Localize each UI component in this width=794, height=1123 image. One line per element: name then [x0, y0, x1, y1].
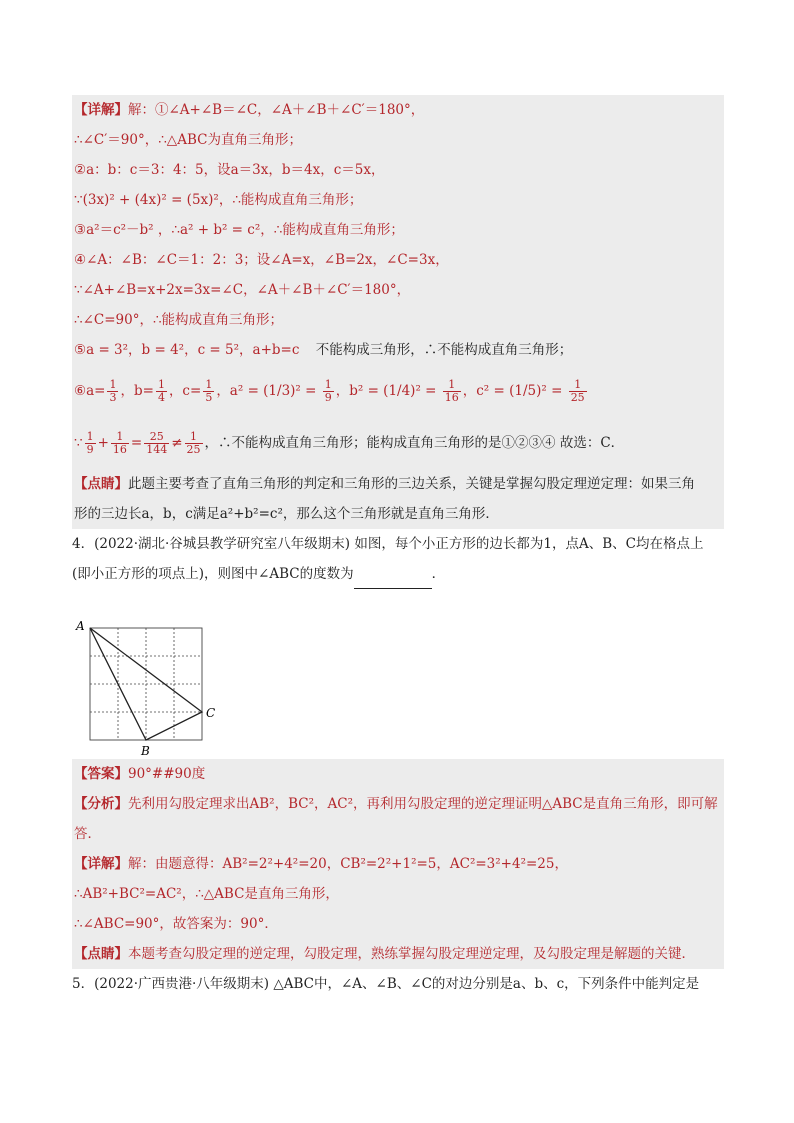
- fraction: $\frac{1}{16}$: [444, 378, 459, 404]
- fraction: $\frac{1}{16}$: [112, 430, 127, 456]
- detail-line-6: ④∠A：∠B：∠C＝1：2：3；设∠A=x，∠B=2x，∠C=3x，: [72, 245, 724, 275]
- detail2-line-3: ∴∠ABC=90°，故答案为：90°．: [72, 909, 724, 939]
- fraction: $\frac{1}{5}$: [205, 378, 213, 404]
- fraction: $\frac{1}{3}$: [109, 378, 117, 404]
- fraction: $\frac{25}{144}$: [146, 430, 168, 456]
- detail2-line-2: ∴AB²+BC²=AC²，∴△ABC是直角三角形，: [72, 879, 724, 909]
- detail-line-8: ∴∠C=90°，∴能构成直角三角形；: [72, 305, 724, 335]
- answer-blank: [354, 572, 432, 589]
- detail-line-3: ②a：b：c＝3：4：5，设a＝3x，b＝4x，c＝5x，: [72, 155, 724, 185]
- comment-tag: 【点睛】: [74, 476, 128, 492]
- label-a: A: [76, 619, 85, 633]
- detail-line-11: ∵ $\frac{1}{9}$ + $\frac{1}{16}$ = $\frac{25}{144}$ ≠ $\frac{1}{25}$ ，∴不能构成直角三角形；能构成直角三角形的是①②③④ 故选：C．: [72, 417, 724, 469]
- fraction: $\frac{1}{25}$: [186, 430, 201, 456]
- detail2-tag: 【详解】: [74, 856, 128, 872]
- answer-tag: 【答案】: [74, 766, 128, 782]
- grid-diagram: [72, 595, 222, 758]
- question-5-line-1: 5．(2022·广西贵港·八年级期末) △ABC中，∠A、∠B、∠C的对边分别是a、b、c，下列条件中能判定是: [72, 976, 700, 992]
- document-page: [72, 95, 724, 999]
- question-4-line-1: 4．(2022·湖北·谷城县教学研究室八年级期末) 如图，每个小正方形的边长都为1，点A、B、C均在格点上: [72, 536, 704, 552]
- detail-line-5: ③a²＝c²－b² ，∴a² + b² = c²，∴能构成直角三角形；: [72, 215, 724, 245]
- analysis-line-2: 答．: [72, 819, 724, 849]
- detail-tag: 【详解】: [74, 102, 128, 118]
- fraction: $\frac{1}{9}$: [86, 430, 94, 456]
- analysis-tag: 【分析】: [74, 796, 128, 812]
- label-c: C: [206, 706, 216, 720]
- detail-line-2: ∴∠C′＝90°，∴△ABC为直角三角形；: [72, 125, 724, 155]
- comment-line-1: 【点睛】此题主要考查了直角三角形的判定和三角形的三边关系，关键是掌握勾股定理逆定理：如果三角: [72, 469, 724, 499]
- question-4-line-2: (即小正方形的项点上)，则图中∠ABC的度数为 ．: [72, 559, 724, 589]
- detail-line-4: ∵(3x)² + (4x)² = (5x)²，∴能构成直角三角形；: [72, 185, 724, 215]
- detail-line-9: ⑤a = 3²，b = 4²，c = 5²，a+b=c 不能构成三角形，∴不能构成直角三角形；: [72, 335, 724, 365]
- comment2-tag: 【点睛】: [74, 946, 128, 962]
- detail-line-1: 【详解】解：①∠A+∠B＝∠C，∠A＋∠B＋∠C′＝180°，: [72, 95, 724, 125]
- fraction: $\frac{1}{9}$: [324, 378, 332, 404]
- analysis-line-1: 【分析】先利用勾股定理求出AB²，BC²，AC²，再利用勾股定理的逆定理证明△ABC是直角三角形，即可解: [72, 789, 724, 819]
- grid-triangle-figure: [72, 595, 222, 758]
- label-b: B: [141, 744, 150, 758]
- answer-line: 【答案】90°##90度: [72, 759, 724, 789]
- comment2-line: 【点睛】本题考查勾股定理的逆定理，勾股定理，熟练掌握勾股定理逆定理，及勾股定理是解题的关键．: [72, 939, 724, 969]
- detail2-line-1: 【详解】解：由题意得：AB²=2²+4²=20，CB²=2²+1²=5，AC²=3²+4²=25，: [72, 849, 724, 879]
- comment-line-2: 形的三边长a，b，c满足a²+b²=c²，那么这个三角形就是直角三角形．: [72, 499, 724, 529]
- fraction: $\frac{1}{4}$: [157, 378, 165, 404]
- detail-line-7: ∵∠A+∠B=x+2x=3x=∠C，∠A＋∠B＋∠C′＝180°，: [72, 275, 724, 305]
- detail-line-10: ⑥a= $\frac{1}{3}$ ，b= $\frac{1}{4}$ ，c= $\frac{1}{5}$ ，a² = (1/3)² = $\frac{1}{9}$ ，b² = (1/4)² = $\frac{1}{16}$ ，c² = (1/5)² = $\frac{1}{25}$: [72, 365, 724, 417]
- fraction: $\frac{1}{25}$: [570, 378, 585, 404]
